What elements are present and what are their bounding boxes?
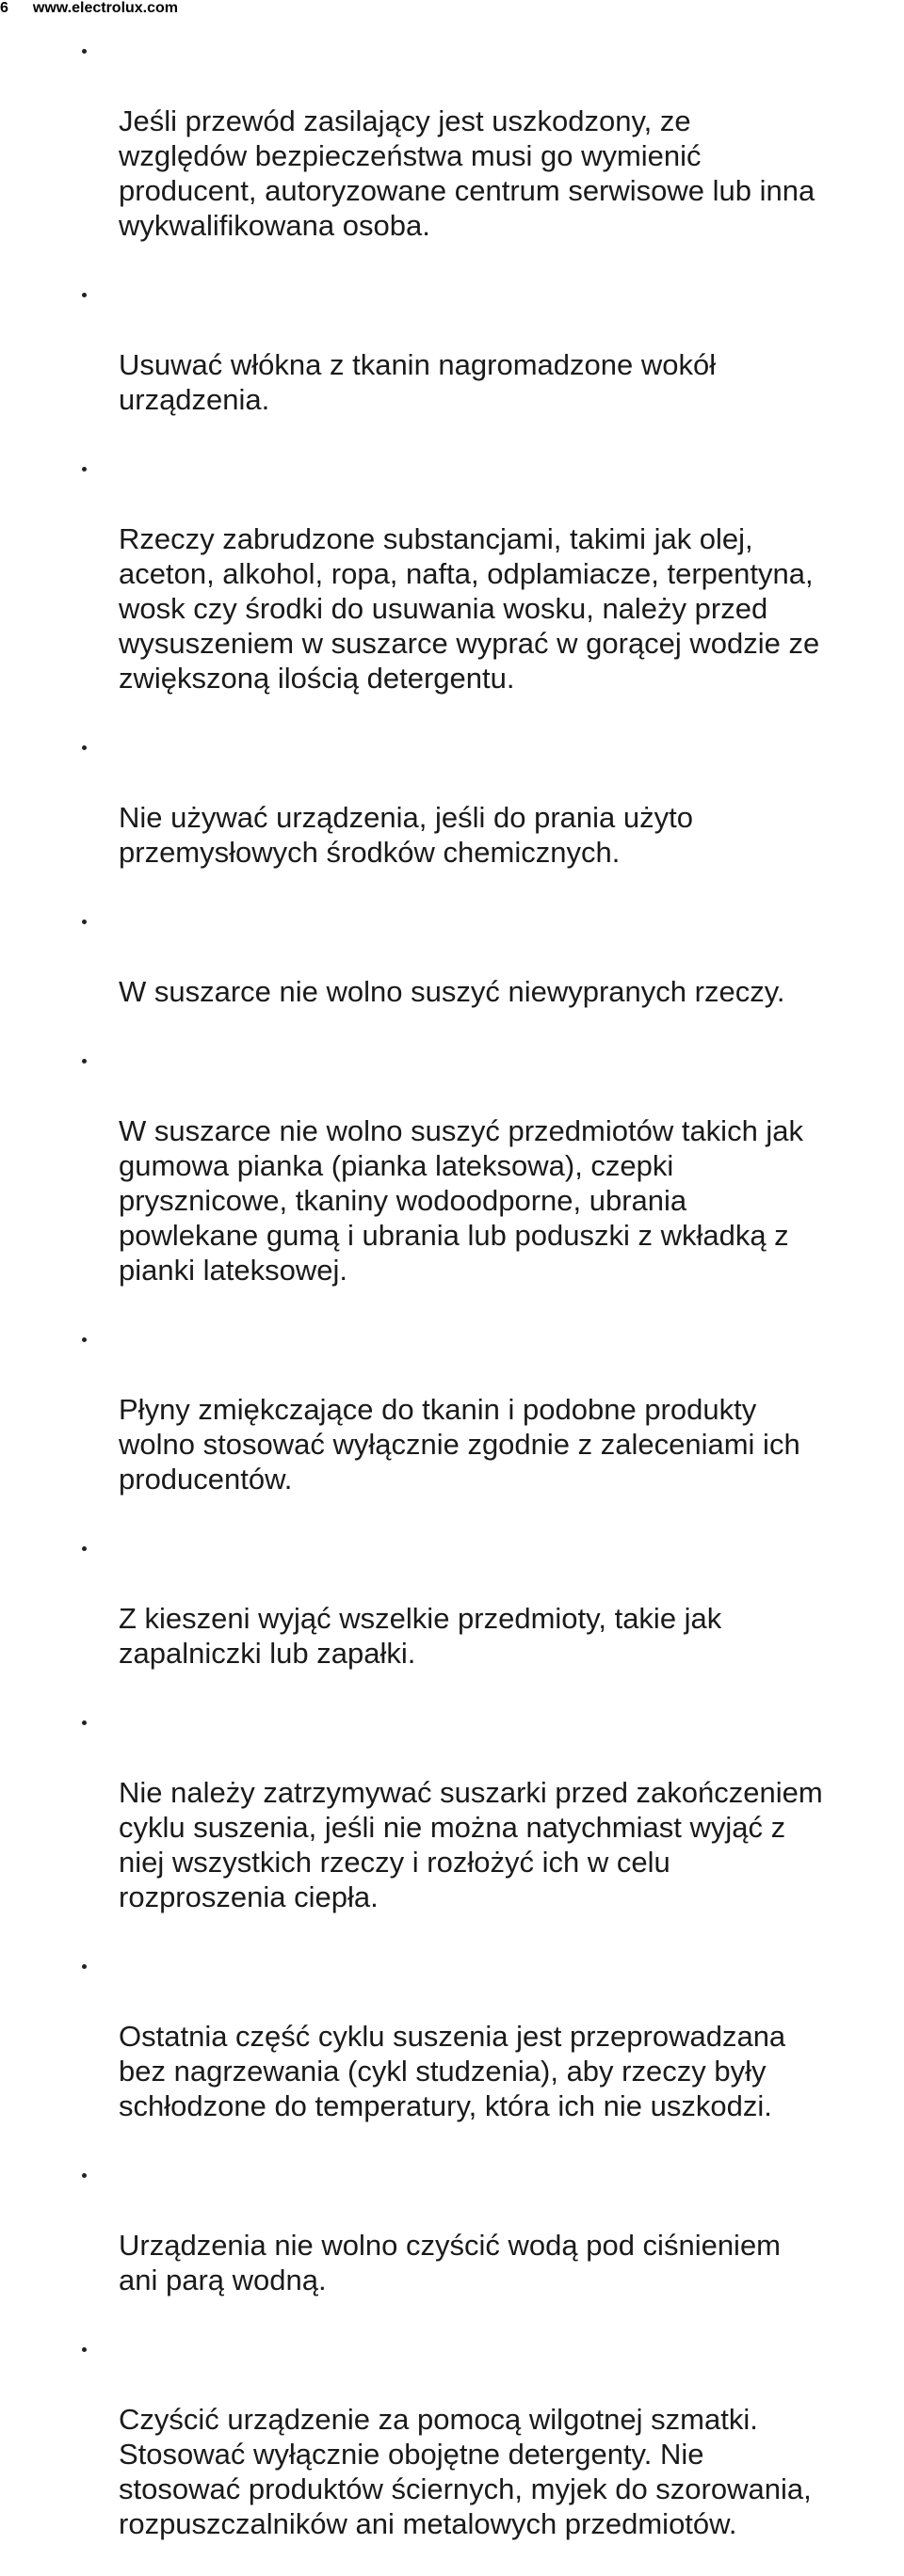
list-item <box>0 1705 904 1949</box>
page-header <box>0 0 178 19</box>
bullet-icon <box>82 1059 87 1064</box>
list-item-text: Nie należy zatrzymywać suszarki przed zakończeniem cyklu suszenia, jeśli nie można natychmiast wyjąć z niej wszystkich rzeczy i rozłożyć ich w celu rozproszenia ciepła. <box>119 1776 823 1913</box>
bullet-icon <box>82 467 87 472</box>
site-url: www.electrolux.com <box>32 0 179 16</box>
list-item <box>0 1322 904 1531</box>
bullet-icon <box>82 745 87 750</box>
list-item-text: Rzeczy zabrudzone substancjami, takimi jak olej, aceton, alkohol, ropa, nafta, odplamiacze, terpentyna, wosk czy środki do usuwania wosku, należy przed wysuszeniem w suszarce wyprać w gorącej wodzie ze zwiększoną ilością detergentu. <box>119 522 820 695</box>
bullet-icon <box>82 1337 87 1342</box>
bullet-icon <box>82 1546 87 1551</box>
list-item <box>0 278 904 452</box>
bullet-icon <box>82 2347 87 2352</box>
page-number: 6 <box>0 0 8 16</box>
list-item-text: Jeśli przewód zasilający jest uszkodzony, ze względów bezpieczeństwa musi go wymienić producent, autoryzowane centrum serwisowe lub inna wykwalifikowana osoba. <box>119 104 815 242</box>
bullet-icon <box>82 1720 87 1725</box>
list-item <box>0 2332 904 2576</box>
list-item-text: Usuwać włókna z tkanin nagromadzone wokół urządzenia. <box>119 348 717 416</box>
bullet-icon <box>82 1964 87 1969</box>
safety-instructions-list <box>0 34 904 2576</box>
list-item-text: Z kieszeni wyjąć wszelkie przedmioty, takie jak zapalniczki lub zapałki. <box>119 1602 722 1670</box>
list-item-text: W suszarce nie wolno suszyć niewypranych rzeczy. <box>119 975 785 1008</box>
list-item <box>0 1044 904 1322</box>
bullet-icon <box>82 49 87 54</box>
list-item <box>0 904 904 1044</box>
list-item-text: Urządzenia nie wolno czyścić wodą pod ciśnieniem ani parą wodną. <box>119 2229 782 2296</box>
bullet-icon <box>82 293 87 297</box>
list-item-text: W suszarce nie wolno suszyć przedmiotów takich jak gumowa pianka (pianka lateksowa), czepki prysznicowe, tkaniny wodoodporne, ubrania powlekane gumą i ubrania lub poduszki z wkładką z pianki lateksowej. <box>119 1114 804 1287</box>
list-item <box>0 1531 904 1705</box>
list-item <box>0 34 904 278</box>
list-item-text: Ostatnia część cyklu suszenia jest przeprowadzana bez nagrzewania (cykl studzenia), aby rzeczy były schłodzone do temperatury, która ich nie uszkodzi. <box>119 2020 786 2122</box>
list-item <box>0 1949 904 2158</box>
list-item-text: Płyny zmiękczające do tkanin i podobne produkty wolno stosować wyłącznie zgodnie z zaleceniami ich producentów. <box>119 1393 800 1496</box>
bullet-icon <box>82 920 87 924</box>
list-item <box>0 730 904 904</box>
list-item <box>0 452 904 730</box>
list-item <box>0 2158 904 2332</box>
list-item-text: Nie używać urządzenia, jeśli do prania użyto przemysłowych środków chemicznych. <box>119 801 693 869</box>
bullet-icon <box>82 2173 87 2178</box>
list-item-text: Czyścić urządzenie za pomocą wilgotnej szmatki. Stosować wyłącznie obojętne detergenty. Nie stosować produktów ściernych, myjek do szorowania, rozpuszczalników ani metalowych przedmiotów. <box>119 2403 812 2540</box>
